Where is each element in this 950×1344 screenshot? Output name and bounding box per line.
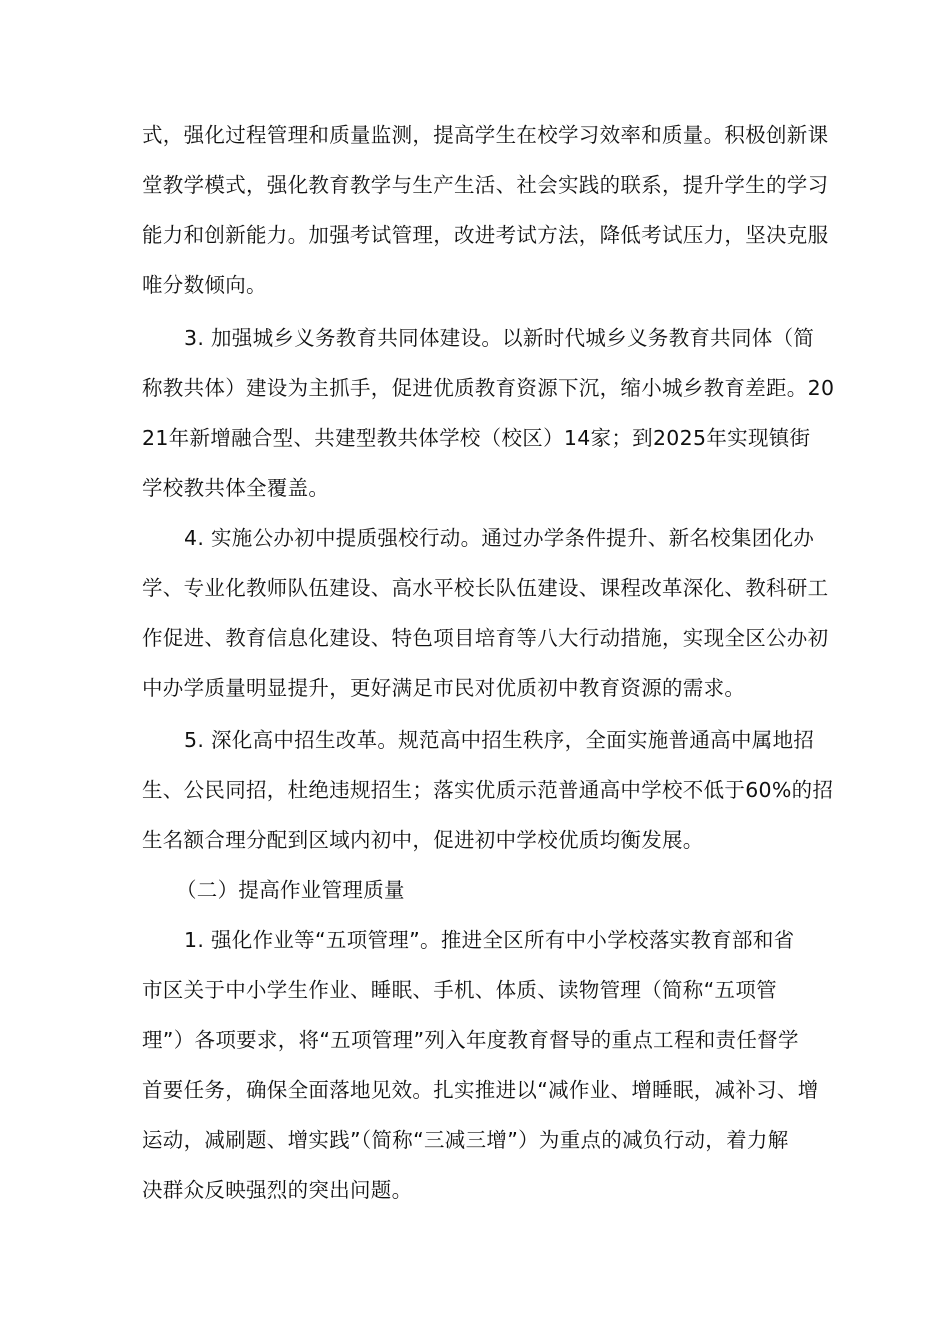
paragraph-line: 堂教学模式，强化教育教学与生产生活、社会实践的联系，提升学生的学习 [142,173,829,197]
paragraph-line: 21年新增融合型、共建型教共体学校（校区）14家；到2025年实现镇街 [142,426,811,450]
paragraph-line: 唯分数倾向。 [142,273,267,297]
paragraph-line: 3. 加强城乡义务教育共同体建设。以新时代城乡义务教育共同体（简 [184,326,815,350]
paragraph-line: 决群众反映强烈的突出问题。 [142,1178,413,1202]
paragraph-line: 1. 强化作业等“五项管理”。推进全区所有中小学校落实教育部和省 [184,928,795,952]
paragraph-line: 理”）各项要求，将“五项管理”列入年度教育督导的重点工程和责任督学 [142,1028,799,1052]
paragraph-line: 市区关于中小学生作业、睡眠、手机、体质、读物管理（简称“五项管 [142,978,777,1002]
paragraph-line: 运动，减刷题、增实践”（简称“三减三增”）为重点的减负行动，着力解 [142,1128,789,1152]
paragraph-line: 生、公民同招，杜绝违规招生；落实优质示范普通高中学校不低于60%的招 [142,778,834,802]
paragraph-line: 作促进、教育信息化建设、特色项目培育等八大行动措施，实现全区公办初 [142,626,829,650]
paragraph-line: 中办学质量明显提升，更好满足市民对优质初中教育资源的需求。 [142,676,746,700]
paragraph-line: 学、专业化教师队伍建设、高水平校长队伍建设、课程改革深化、教科研工 [142,576,829,600]
paragraph-line: 首要任务，确保全面落地见效。扎实推进以“减作业、增睡眠，减补习、增 [142,1078,819,1102]
section-heading: （二）提高作业管理质量 [176,878,405,902]
paragraph-line: 5. 深化高中招生改革。规范高中招生秩序，全面实施普通高中属地招 [184,728,815,752]
paragraph-line: 称教共体）建设为主抓手，促进优质教育资源下沉，缩小城乡教育差距。20 [142,376,835,400]
paragraph-line: 4. 实施公办初中提质强校行动。通过办学条件提升、新名校集团化办 [184,526,815,550]
paragraph-line: 式，强化过程管理和质量监测，提高学生在校学习效率和质量。积极创新课 [142,123,829,147]
paragraph-line: 生名额合理分配到区域内初中，促进初中学校优质均衡发展。 [142,828,704,852]
paragraph-line: 学校教共体全覆盖。 [142,476,330,500]
paragraph-line: 能力和创新能力。加强考试管理，改进考试方法，降低考试压力，坚决克服 [142,223,829,247]
